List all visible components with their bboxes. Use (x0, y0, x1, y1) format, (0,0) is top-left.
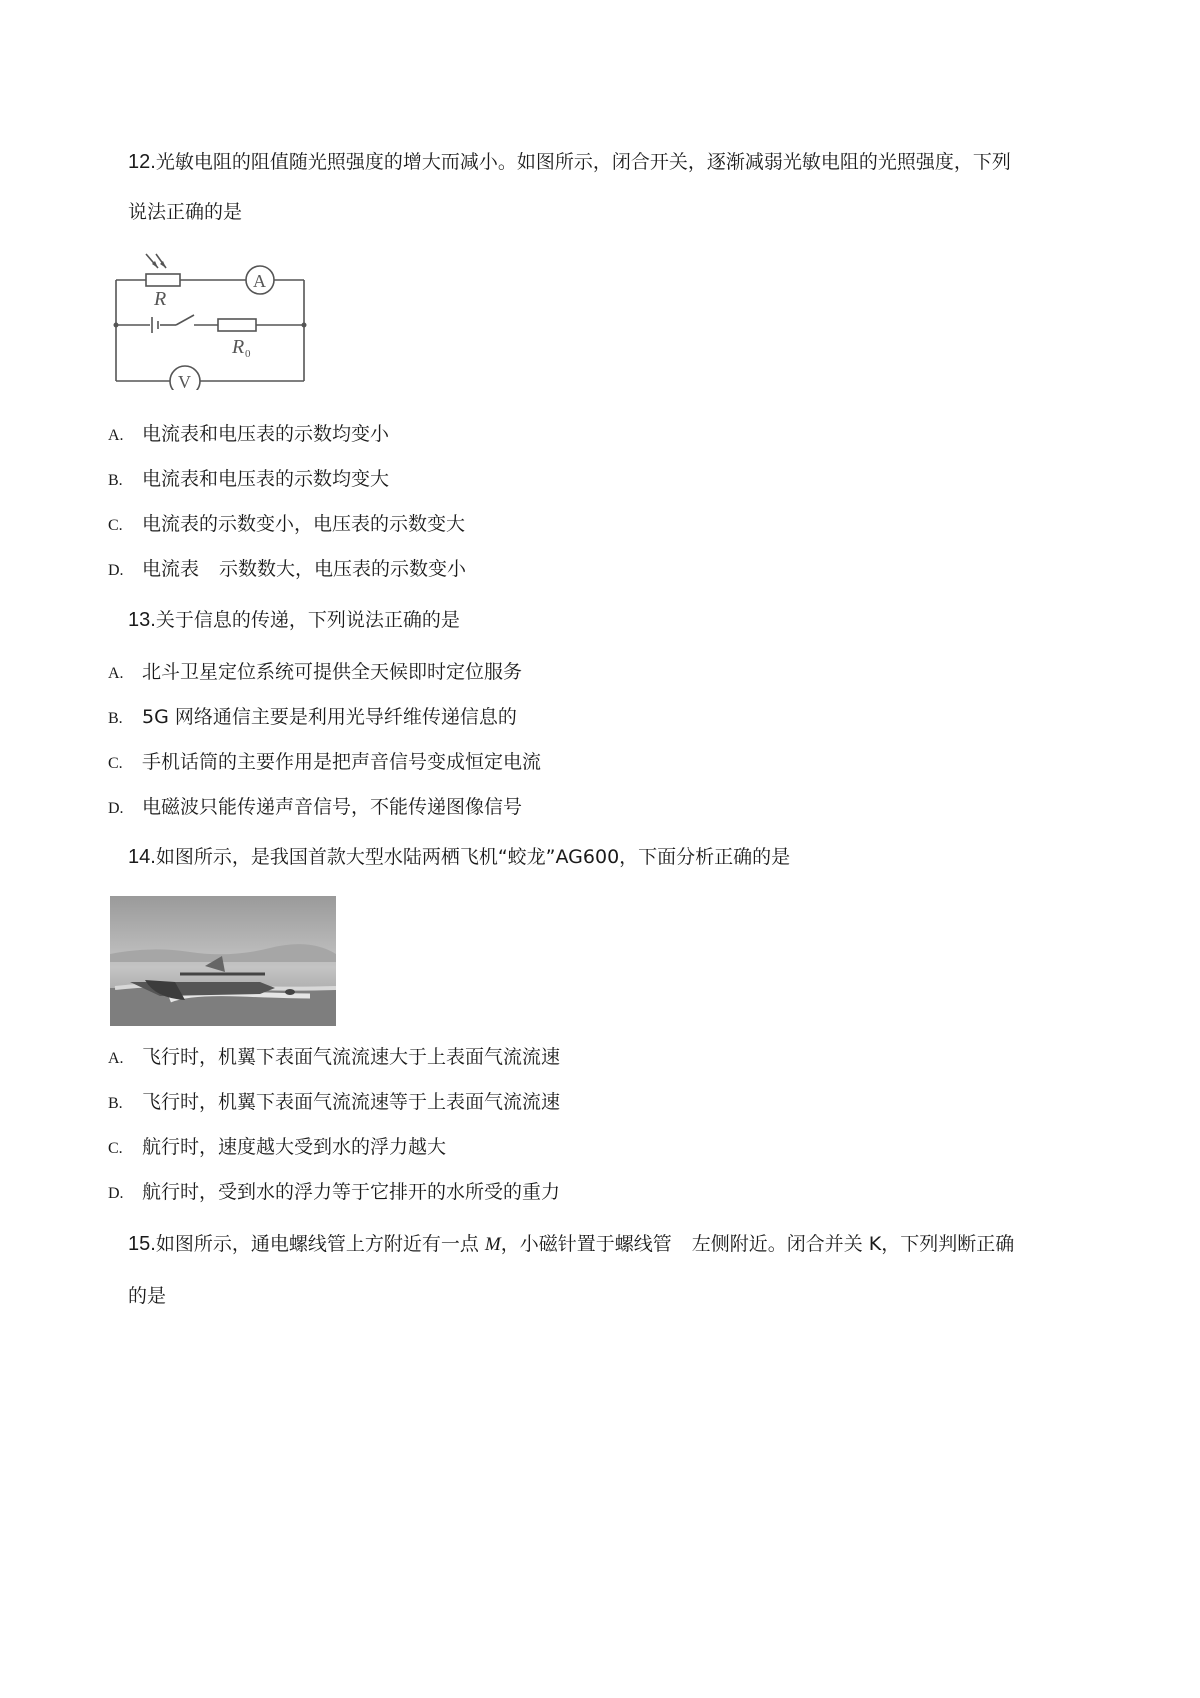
option-text: 北斗卫星定位系统可提供全天候即时定位服务 (142, 661, 523, 683)
option-letter: D. (108, 562, 124, 579)
question-text: 关于信息的传递，下列说法正确的是 (155, 609, 460, 631)
option-text: 电流表的示数变小，电压表的示数变大 (142, 513, 466, 535)
option-text: 电流表和电压表的示数均变小 (142, 423, 390, 445)
question-text: 如图所示，通电螺线管上方附近有一点 (155, 1233, 485, 1255)
question-13-stem (128, 606, 1088, 634)
option-text: 电流表 (142, 558, 200, 580)
option-letter: C. (108, 517, 123, 534)
option-letter: B. (108, 710, 123, 727)
question-text: 光敏电阻的阻值随光照强度的增大而减小。如图所示，闭合开关，逐渐减弱光敏电阻的光照强度，下列 (155, 151, 1011, 173)
option-letter: B. (108, 1095, 123, 1112)
option-text: 航行时，速度越大受到水的浮力越大 (142, 1136, 447, 1158)
point-m-label: M (484, 1234, 501, 1255)
option-letter: B. (108, 472, 123, 489)
option-text: 电磁波只能传递声音信号，不能传递图像信号 (142, 796, 523, 818)
option-text: 手机话筒的主要作用是把声音信号变成恒定电流 (142, 751, 542, 773)
option-letter: C. (108, 1140, 123, 1157)
option-letter: D. (108, 1185, 124, 1202)
question-14-option-b[interactable] (108, 1088, 560, 1118)
question-number: 13. (128, 609, 156, 631)
question-12-option-b[interactable] (108, 465, 389, 495)
question-13-option-c[interactable] (108, 748, 541, 778)
question-14-stem (128, 843, 1088, 871)
voltmeter-label: V (178, 372, 191, 390)
option-text: 示数数大，电压表的示数变小 (219, 558, 467, 580)
label-r0-subscript: 0 (245, 348, 251, 360)
question-13-option-d[interactable] (108, 793, 522, 823)
option-letter: A. (108, 427, 124, 444)
question-13-option-b[interactable] (108, 703, 517, 733)
question-15-stem-line2: 的是 (128, 1285, 167, 1307)
question-12-stem-line2: 说法正确的是 (128, 201, 243, 223)
circuit-diagram (108, 250, 313, 390)
question-12-option-d[interactable] (108, 555, 466, 585)
question-number: 12. (128, 151, 156, 173)
option-text: 电流表和电压表的示数均变大 (142, 468, 390, 490)
option-text: 飞行时，机翼下表面气流流速等于上表面气流流速 (142, 1091, 561, 1113)
question-number: 15. (128, 1233, 156, 1255)
option-text: 飞行时，机翼下表面气流流速大于上表面气流流速 (142, 1046, 561, 1068)
question-14-option-c[interactable] (108, 1133, 446, 1163)
label-r: R (154, 288, 167, 310)
option-letter: A. (108, 665, 124, 682)
question-12-option-c[interactable] (108, 510, 465, 540)
question-text: ，小磁针置于螺线管 (500, 1233, 672, 1255)
question-13-option-a[interactable] (108, 658, 522, 688)
option-text: 航行时，受到水的浮力等于它排开的水所受的重力 (142, 1181, 561, 1203)
option-letter: A. (108, 1050, 124, 1067)
question-12-option-a[interactable] (108, 420, 389, 450)
option-letter: D. (108, 800, 124, 817)
question-12-stem-line1 (128, 148, 1088, 176)
question-text: 左侧附近。闭合并关 K，下列判断正确 (691, 1233, 1015, 1255)
label-r0: R (232, 336, 245, 358)
question-text: 如图所示，是我国首款大型水陆两栖飞机“蛟龙”AG600，下面分析正确的是 (155, 846, 791, 868)
option-text: 5G 网络通信主要是利用光导纤维传递信息的 (142, 706, 517, 728)
question-15-stem-line1 (128, 1230, 1088, 1259)
option-letter: C. (108, 755, 123, 772)
question-14-option-a[interactable] (108, 1043, 560, 1073)
seaplane-photo (110, 896, 336, 1026)
question-14-option-d[interactable] (108, 1178, 560, 1208)
ammeter-label: A (253, 271, 266, 291)
question-number: 14. (128, 846, 156, 868)
